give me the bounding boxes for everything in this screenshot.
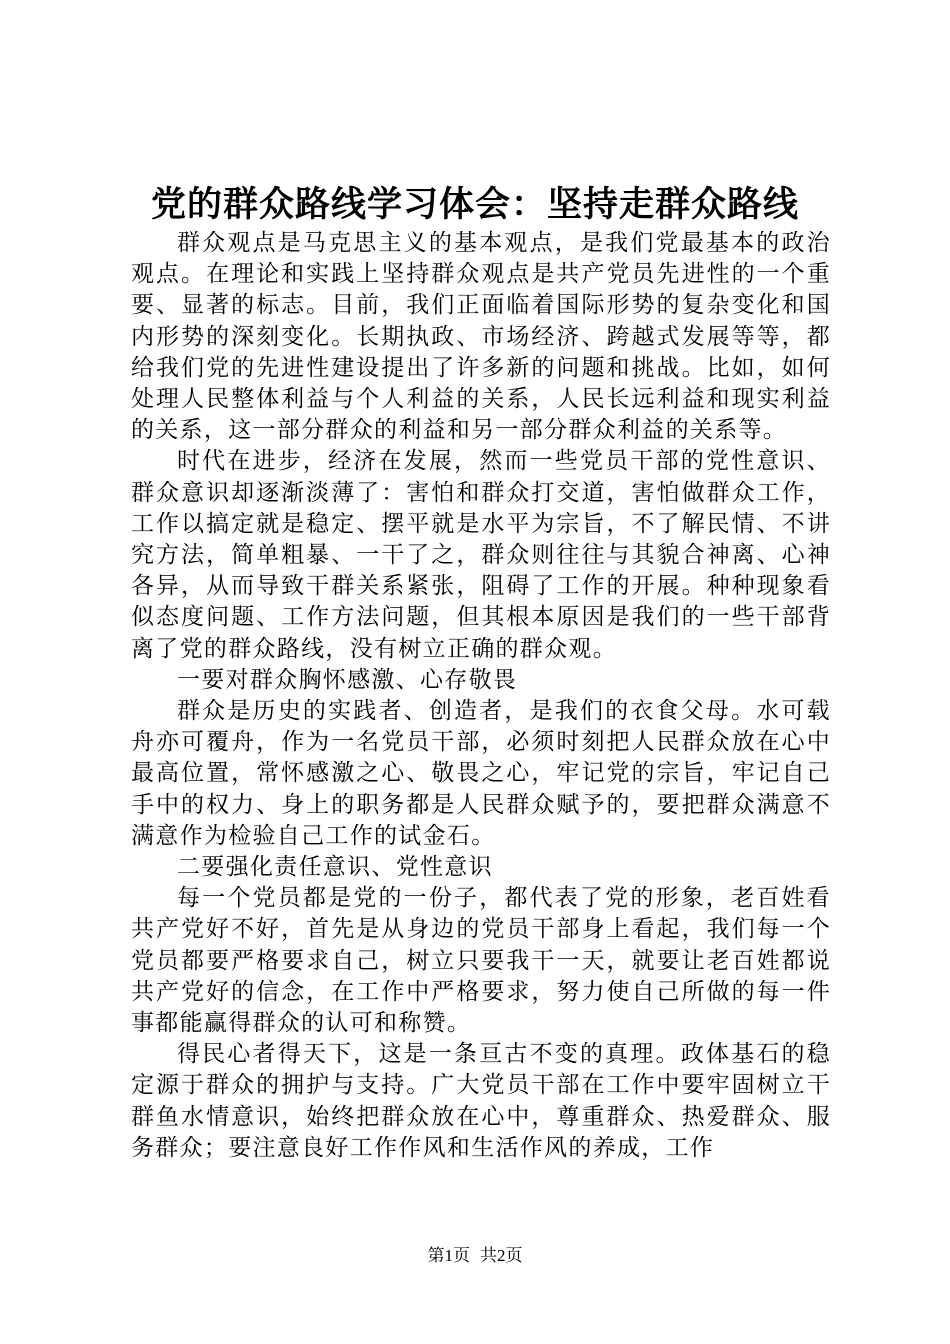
paragraph: 群众观点是马克思主义的基本观点，是我们党最基本的政治观点。在理论和实践上坚持群众观点是共产党员先进性的一个重要、显著的标志。目前，我们正面临着国际形势的复杂变化和国内形势的深刻变化。长期执政、市场经济、跨越式发展等等，都给我们党的先进性建设提出了许多新的问题和挑战。比如，如何处理人民整体利益与个人利益的关系，人民长远利益和现实利益的关系，这一部分群众的利益和另一部分群众利益的关系等。 bbox=[131, 230, 831, 444]
paragraph: 群众是历史的实践者、创造者，是我们的衣食父母。水可载舟亦可覆舟，作为一名党员干部，必须时刻把人民群众放在心中最高位置，常怀感激之心、敬畏之心，牢记党的宗旨，牢记自己手中的权力、身上的职务都是人民群众赋予的，要把群众满意不满意作为检验自己工作的试金石。 bbox=[131, 698, 831, 849]
document-body bbox=[131, 228, 831, 1164]
paragraph: 时代在进步，经济在发展，然而一些党员干部的党性意识、群众意识却逐渐淡薄了：害怕和群众打交道，害怕做群众工作，工作以搞定就是稳定、摆平就是水平为宗旨，不了解民情、不讲究方法，简单粗暴、一干了之，群众则往往与其貌合神离、心神各异，从而导致干群关系紧张，阻碍了工作的开展。种种现象看似态度问题、工作方法问题，但其根本原因是我们的一些干部背离了党的群众路线，没有树立正确的群众观。 bbox=[131, 448, 831, 662]
section-heading: 一要对群众胸怀感激、心存敬畏 bbox=[177, 666, 518, 693]
page-number-current: 第1页 bbox=[427, 1246, 470, 1265]
section-heading: 二要强化责任意识、党性意识 bbox=[177, 854, 493, 881]
page-number-total: 共2页 bbox=[480, 1246, 523, 1265]
page-footer bbox=[0, 1245, 950, 1267]
paragraph: 得民心者得天下，这是一条亘古不变的真理。政体基石的稳定源于群众的拥护与支持。广大党员干部在工作中要牢固树立干群鱼水情意识，始终把群众放在心中，尊重群众、热爱群众、服务群众；要注意良好工作作风和生活作风的养成，工作 bbox=[131, 1041, 831, 1161]
paragraph: 每一个党员都是党的一份子，都代表了党的形象，老百姓看共产党好不好，首先是从身边的党员干部身上看起，我们每一个党员都要严格要求自己，树立只要我干一天，就要让老百姓都说共产党好的信念，在工作中严格要求，努力使自己所做的每一件事都能赢得群众的认可和称赞。 bbox=[131, 885, 831, 1037]
document-title: 党的群众路线学习体会：坚持走群众路线 bbox=[150, 184, 799, 225]
